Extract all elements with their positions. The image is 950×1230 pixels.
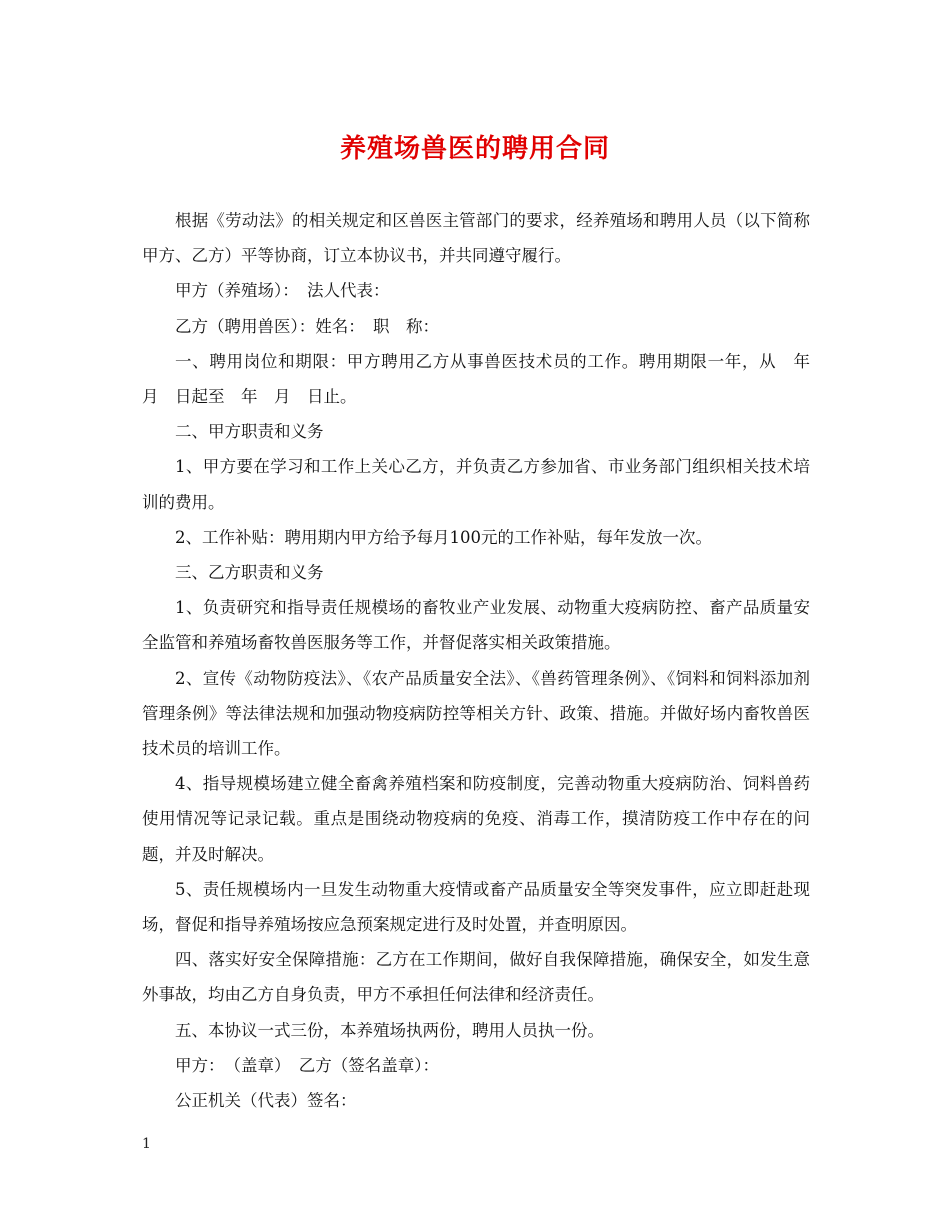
paragraph-safety: 四、落实好安全保障措施：乙方在工作期间，做好自我保障措施，确保安全，如发生意外事故，均由乙方自身负责，甲方不承担任何法律和经济责任。 bbox=[142, 950, 810, 1005]
document-title: 养殖场兽医的聘用合同 bbox=[339, 134, 610, 164]
paragraph-intro: 根据《劳动法》的相关规定和区兽医主管部门的要求，经养殖场和聘用人员（以下简称甲方、乙方）平等协商，订立本协议书，并共同遵守履行。 bbox=[142, 211, 810, 266]
paragraph-position-term: 一、聘用岗位和期限：甲方聘用乙方从事兽医技术员的工作。聘用期限一年，从 年 月 日起至 年 月 日止。 bbox=[142, 351, 827, 407]
signature-line-notary: 公正机关（代表）签名： bbox=[175, 1091, 357, 1111]
paragraph-party-b: 乙方（聘用兽医）：姓名： 职 称： bbox=[175, 316, 439, 336]
paragraph-copies: 五、本协议一式三份，本养殖场执两份，聘用人员执一份。 bbox=[175, 1020, 604, 1040]
paragraph-party-a-duty-1: 1、甲方要在学习和工作上关心乙方，并负责乙方参加省、市业务部门组织相关技术培训的费用。 bbox=[142, 457, 810, 512]
paragraph-party-b-duty-2: 2、宣传《动物防疫法》、《农产品质量安全法》、《兽药管理条例》、《饲料和饲料添加剂管理条例》等法律法规和加强动物疫病防控等相关方针、政策、措施。并做好场内畜牧兽医技术员的培训工作。 bbox=[142, 668, 810, 759]
signature-line-parties: 甲方： （盖章） 乙方（签名盖章）： bbox=[175, 1055, 439, 1075]
heading-party-a-duties: 二、甲方职责和义务 bbox=[175, 422, 324, 442]
paragraph-party-a: 甲方（养殖场）： 法人代表： bbox=[175, 281, 390, 301]
page-number: 1 bbox=[142, 1136, 151, 1152]
paragraph-party-b-duty-1: 1、负责研究和指导责任规模场的畜牧业产业发展、动物重大疫病防控、畜产品质量安全监管和养殖场畜牧兽医服务等工作，并督促落实相关政策措施。 bbox=[142, 598, 810, 653]
document-body bbox=[142, 203, 827, 1118]
heading-party-b-duties: 三、乙方职责和义务 bbox=[175, 563, 324, 583]
paragraph-party-b-duty-4: 4、指导规模场建立健全畜禽养殖档案和防疫制度，完善动物重大疫病防治、饲料兽药使用情况等记录记载。重点是围绕动物疫病的免疫、消毒工作，摸清防疫工作中存在的问题，并及时解决。 bbox=[142, 774, 810, 864]
paragraph-party-a-duty-2: 2、工作补贴：聘用期内甲方给予每月100元的工作补贴，每年发放一次。 bbox=[175, 527, 712, 547]
paragraph-party-b-duty-5: 5、责任规模场内一旦发生动物重大疫情或畜产品质量安全等突发事件，应立即赶赴现场，督促和指导养殖场按应急预案规定进行及时处置，并查明原因。 bbox=[142, 879, 810, 935]
